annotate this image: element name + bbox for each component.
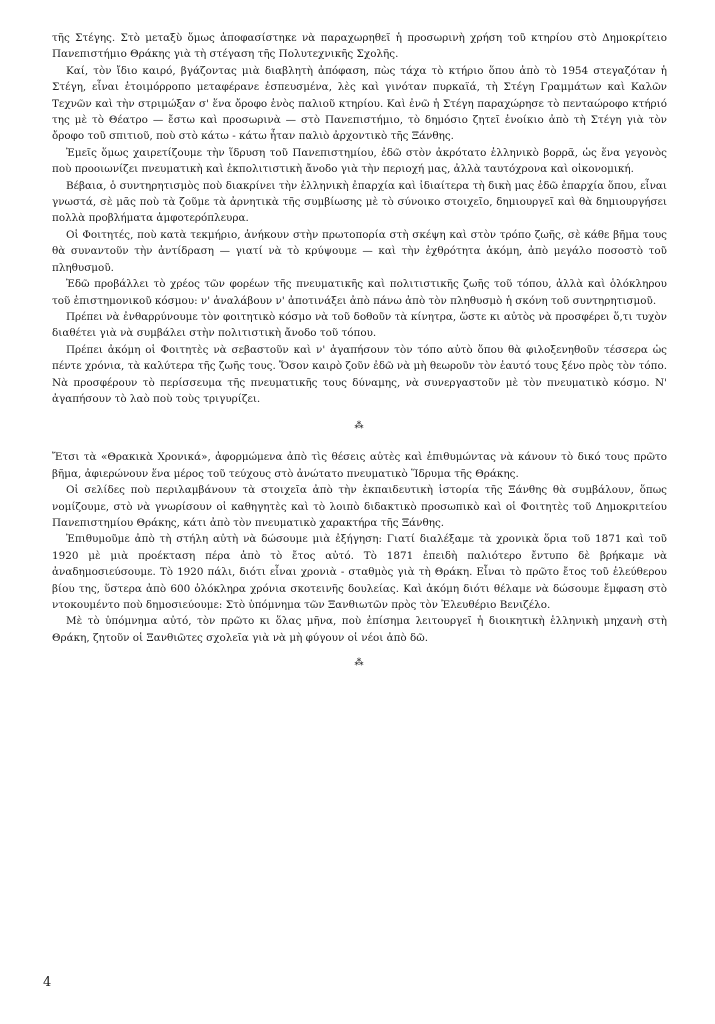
page-number: 4 [43,975,52,990]
end-divider-asterism: ⁂ [354,658,365,669]
paragraph: Ἐπιθυμοῦμε ἀπὸ τὴ στήλη αὐτὴ νὰ δώσουμε μιὰ ἐξήγηση: Γιατί διαλέξαμε τὰ χρονικὰ ὅρια τοῦ 1871 καὶ τοῦ 1920 μὲ μιὰ προέκταση πέρα ἀπὸ τὸ ἔτος αὐτό. Τὸ 1871 ἐπειδὴ παλιότερο ἔντυπο δὲ βρήκαμε νὰ ἀναδημοσιεύσουμε. Τὸ 1920 πάλι, διότι εἶναι χρονιὰ - σταθμὸς γιὰ τὴ Θράκη. Εἶναι τὸ πρῶτο ἔτος τοῦ ἐλεύθερου βίου της, ὕστερα ἀπὸ 600 ὁλόκληρα χρόνια σκοτεινῆς δουλείας. Καὶ ἀκόμη διότι θέλαμε νὰ δώσουμε ἔμφαση στὸ ντοκουμέντο ποὺ δημοσιεύουμε: Στὸ ὑπόμνημα τῶν Ξανθιωτῶν πρὸς τὸν Ἐλευθέριο Βενιζέλο. [52,533,667,611]
paragraph: Ἔτσι τὰ «Θρακικὰ Χρονικά», ἀφορμώμενα ἀπὸ τὶς θέσεις αὐτὲς καὶ ἐπιθυμώντας νὰ κάνουν τὸ δικό τους πρῶτο βῆμα, ἀφιερώνουν ἕνα μέρος τοῦ τεύχους στὸ ἀνώτατο πνευματικὸ Ἵδρυμα τῆς Θράκης. [52,451,667,480]
paragraph: τῆς Στέγης. Στὸ μεταξὺ ὅμως ἀποφασίστηκε νὰ παραχωρηθεῖ ἡ προσωρινὴ χρήση τοῦ κτηρίου στὸ Δημοκρίτειο Πανεπιστήμιο Θράκης γιὰ τὴ στέγαση τῆς Πολυτεχνικῆς Σχολῆς. [52,32,667,61]
paragraph: Πρέπει ἀκόμη οἱ Φοιτητὲς νὰ σεβαστοῦν καὶ ν' ἀγαπήσουν τὸν τόπο αὐτὸ ὅπου θὰ φιλοξενηθοῦν τέσσερα ὡς πέντε χρόνια, τὰ καλύτερα τῆς ζωῆς τους. Ὅσον καιρὸ ζοῦν ἐδῶ νὰ μὴ θεωροῦν τὸν ἑαυτό τους ξένο πρὸς τὸν τόπο. Νὰ προσφέρουν τὸ περίσσευμα τῆς πνευματικῆς τους δύναμης, νὰ συνεργαστοῦν μὲ τὸν πνευματικὸ κόσμο. Ν' ἀγαπήσουν τὸ λαὸ ποὺ τοὺς τριγυρίζει. [52,343,667,405]
paragraph: Καί, τὸν ἴδιο καιρό, βγάζοντας μιὰ διαβλητὴ ἀπόφαση, πὼς τάχα τὸ κτήριο ὅπου ἀπὸ τὸ 1954 στεγαζόταν ἡ Στέγη, εἶναι ἑτοιμόρροπο μεταφέρανε ἐσπευσμένα, λὲς καὶ γινόταν πυρκαϊά, τὴ Στέγη Γραμμάτων καὶ Καλῶν Τεχνῶν καὶ τὴν στριμώξαν σ' ἕνα ὄροφο ἑνὸς παλιοῦ κτηρίου. Καὶ ἐνῶ ἡ Στέγη παραχώρησε τὸ πενταώροφο κτήριό της μὲ τὸ Θέατρο — ἔστω καὶ προσωρινὰ — στὸ Πανεπιστήμιο, τὸ δημόσιο ζητεῖ ἐνοίκιο ἀπὸ τὴ Στέγη γιὰ τὸν ὄροφο τοῦ σπιτιοῦ, ποὺ στὸ κάτω - κάτω ἦταν παλιὸ ἀρχοντικὸ τῆς Ξάνθης. [52,64,667,143]
paragraph: Μὲ τὸ ὑπόμνημα αὐτό, τὸν πρῶτο κι ὅλας μῆνα, ποὺ ἐπίσημα λειτουργεῖ ἡ διοικητικὴ ἑλληνικὴ μηχανὴ στὴ Θράκη, ζητοῦν οἱ Ξανθιῶτες σχολεῖα γιὰ νὰ μὴ φύγουν οἱ νέοι ἀπὸ δῶ. [52,615,667,644]
section-1 [52,30,667,407]
paragraph: Πρέπει νὰ ἐνθαρρύνουμε τὸν φοιτητικὸ κόσμο νὰ τοῦ δοθοῦν τὰ κίνητρα, ὥστε κι αὐτὸς νὰ προσφέρει ὅ,τι τυχὸν διαθέτει γιὰ νὰ συμβάλει στὴν πολιτιστικὴ ἄνοδο τοῦ τόπου. [52,310,667,340]
paragraph: Ἐδῶ προβάλλει τὸ χρέος τῶν φορέων τῆς πνευματικῆς καὶ πολιτιστικῆς ζωῆς τοῦ τόπου, ἀλλὰ καὶ ὁλόκληρου τοῦ ἐπιστημονικοῦ κόσμου: ν' ἀναλάβουν ν' ἀποτινάξει ἀπὸ πάνω ἀπὸ τὸν πληθυσμὸ ἡ σκόνη τοῦ συντηρητισμοῦ. [52,278,667,307]
text-column [52,30,667,668]
paragraph: Οἱ σελίδες ποὺ περιλαμβάνουν τὰ στοιχεῖα ἀπὸ τὴν ἐκπαιδευτικὴ ἱστορία τῆς Ξάνθης θὰ συμβάλουν, ὅπως νομίζουμε, στὸ νὰ γνωρίσουν οἱ καθηγητὲς καὶ τὸ λοιπὸ διδακτικὸ προσωπικὸ καὶ οἱ Φοιτητὲς τοῦ Δημοκριτείου Πανεπιστημίου Θράκης, κάτι ἀπὸ τὸν πνευματικὸ χαρακτήρα τῆς Ξάνθης. [52,484,667,529]
section-2 [52,449,667,646]
paragraph: Ἐμεῖς ὅμως χαιρετίζουμε τὴν ἵδρυση τοῦ Πανεπιστημίου, ἐδῶ στὸν ἀκρότατο ἑλληνικὸ βορρᾶ, ὡς ἕνα γεγονὸς ποὺ προοιωνίζει πνευματικὴ καὶ ἐκπολιτιστικὴ ἄνοδο γιὰ τὴν περιοχή μας, ἀλλὰ ταυτόχρονα καὶ οἰκονομική. [52,146,667,176]
paragraph: Οἱ Φοιτητές, ποὺ κατὰ τεκμήριο, ἀνήκουν στὴν πρωτοπορία στὴ σκέψη καὶ στὸν τρόπο ζωῆς, σὲ κάθε βῆμα τους θὰ συναντοῦν τὴν ἀντίδραση — γιατί νὰ τὸ κρύψουμε — καὶ τὴν ἐχθρότητα ἀκόμη, ἀπὸ μεγάλο ποσοστὸ τοῦ πληθυσμοῦ. [52,228,667,274]
section-divider-asterism: ⁂ [354,421,365,432]
paragraph: Βέβαια, ὁ συντηρητισμὸς ποὺ διακρίνει τὴν ἑλληνικὴ ἐπαρχία καὶ ἰδιαίτερα τὴ δικὴ μας ἐδῶ ἐπαρχία ὅπου, εἶναι γνωστά, σὲ μᾶς ποὺ τὰ ζοῦμε τὰ ἀρνητικὰ τῆς συμβίωσης μὲ τὸ σύνοικο στοιχεῖο, δημιουργεῖ καὶ θὰ δημιουργήσει πολλὰ προβλήματα ἀμφοτερόπλευρα. [52,179,667,225]
